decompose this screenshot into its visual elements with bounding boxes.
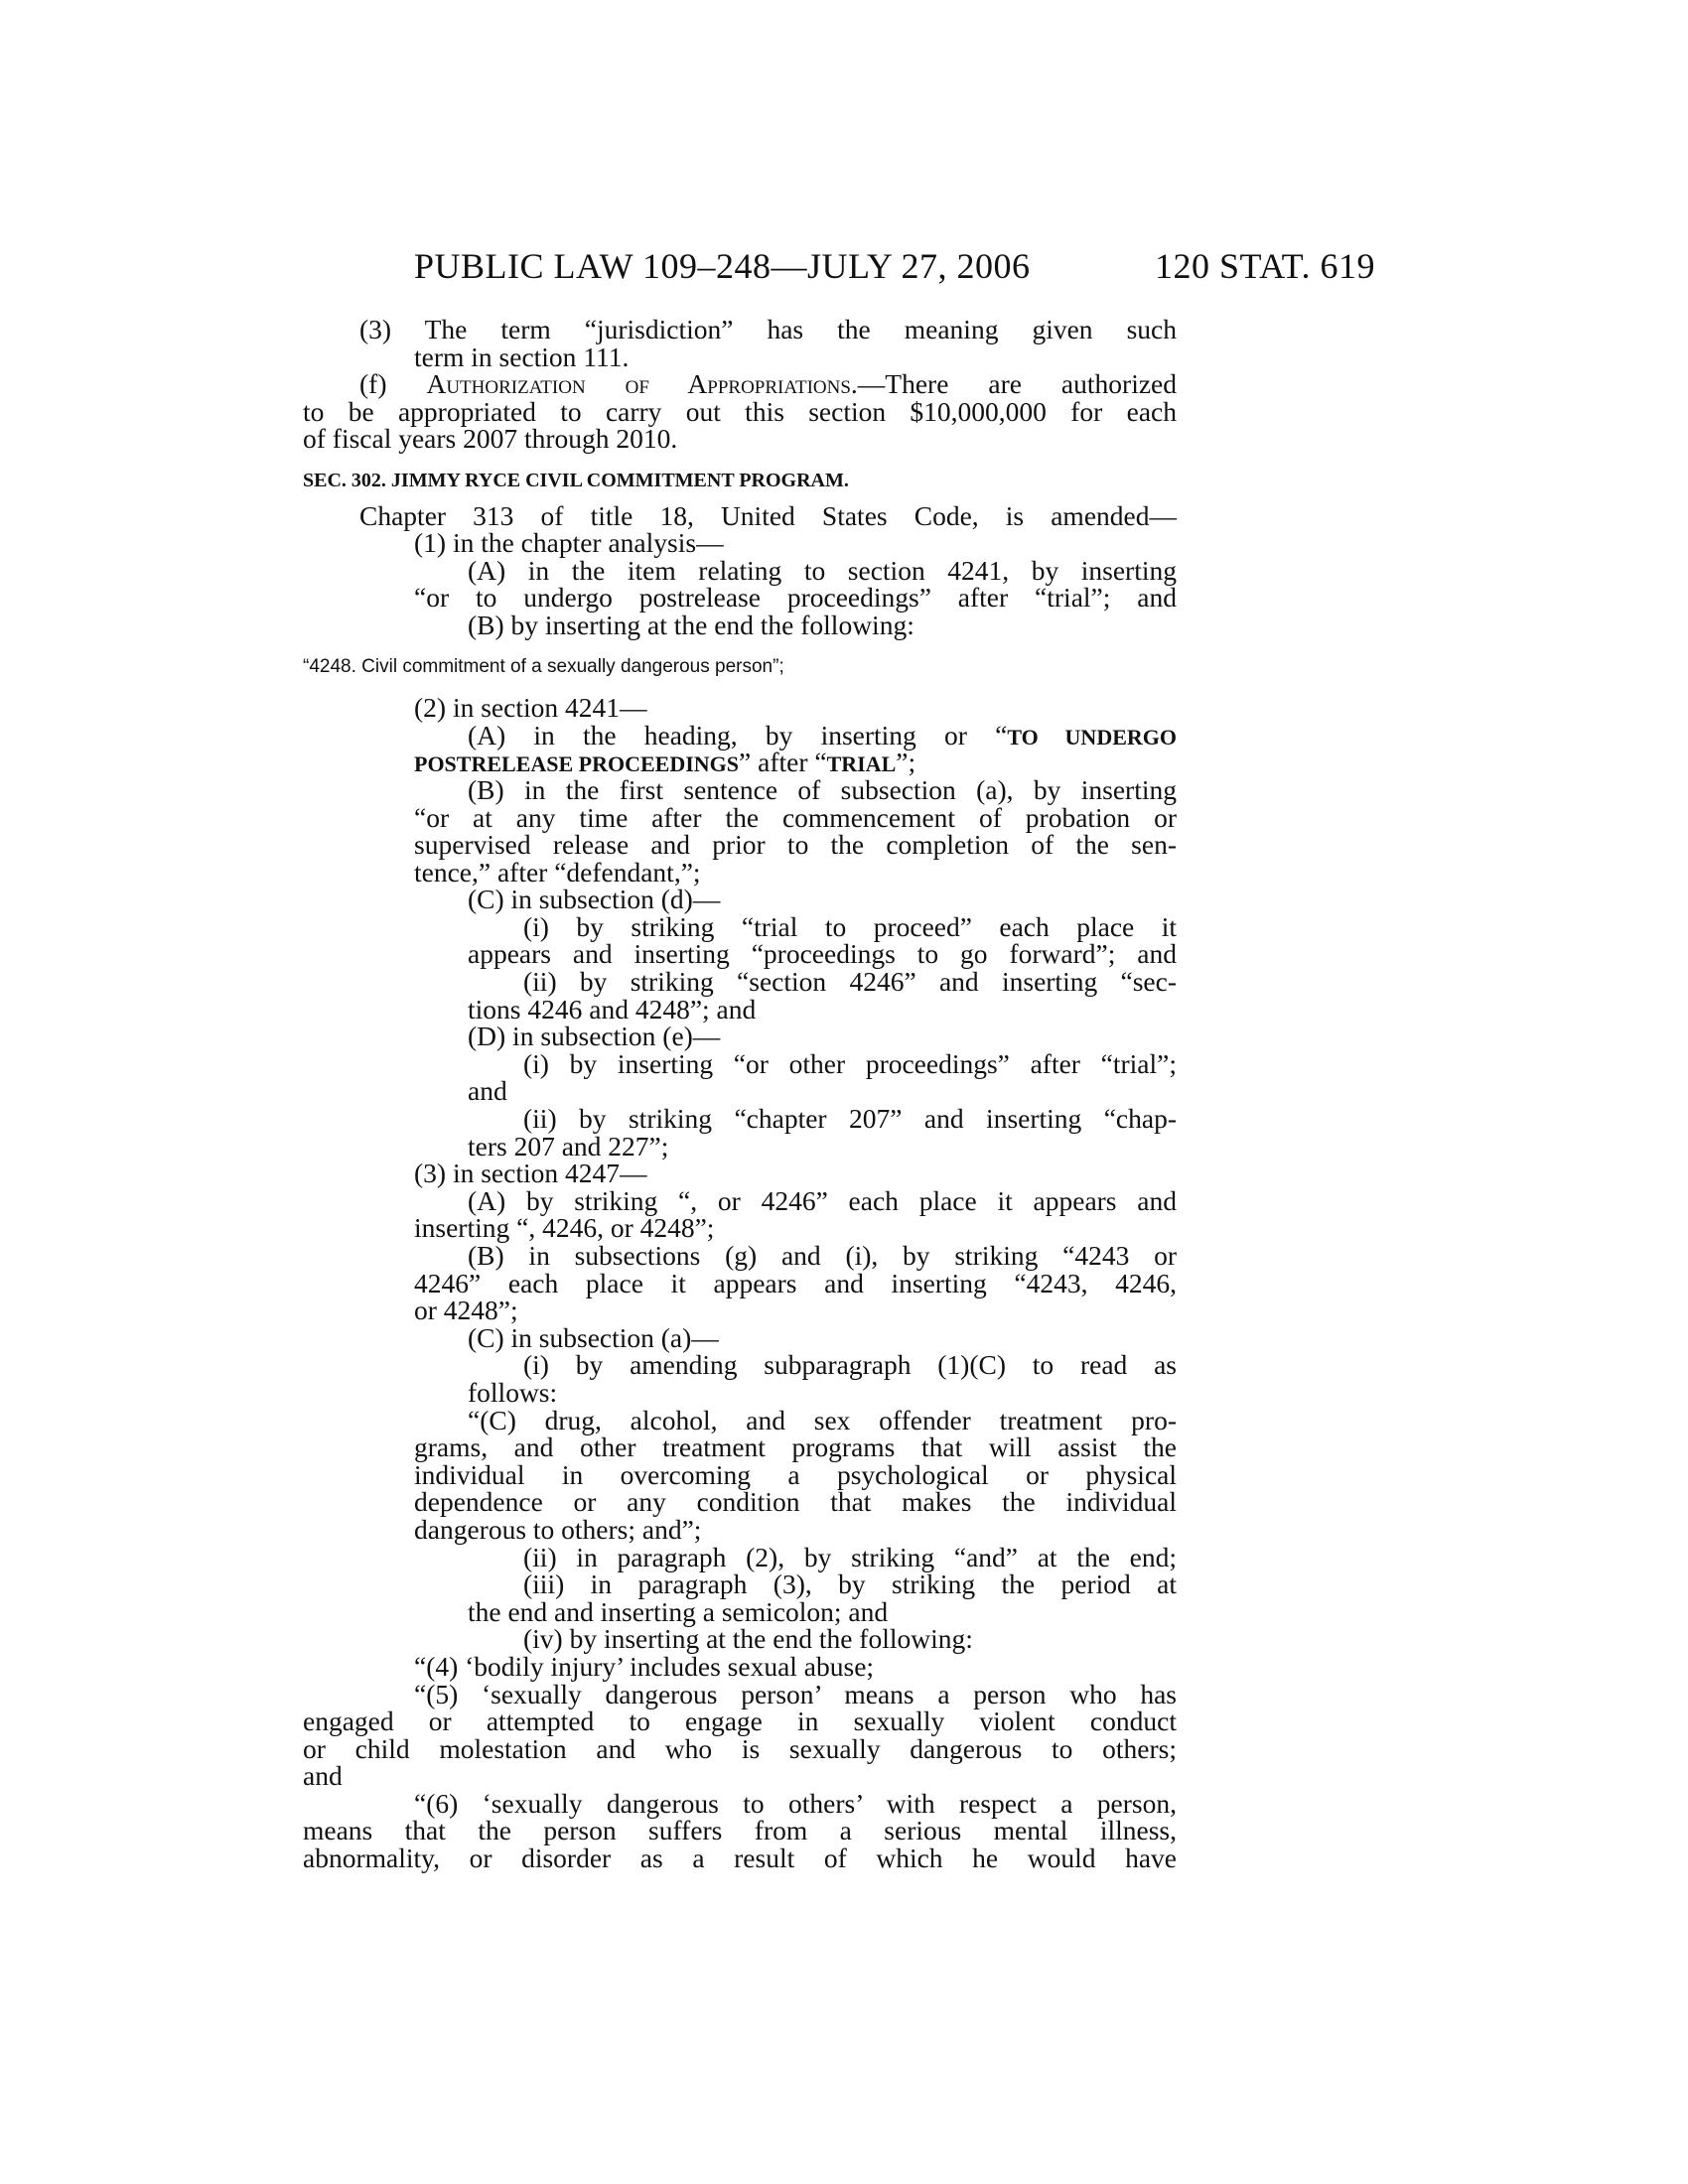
text-line: inserting “, 4246, or 4248”; (414, 1212, 715, 1244)
quoted-text-line: “(6) ‘sexually dangerous to others’ with respect a person, (414, 1787, 1177, 1819)
text-line: the end and inserting a semicolon; and (468, 1595, 889, 1627)
text-line: of fiscal years 2007 through 2010. (303, 423, 678, 455)
text-line: (C) in subsection (d)— (468, 884, 721, 915)
text-line: (i) by striking “trial to proceed” each place it (523, 910, 1177, 942)
text-line: (A) by striking “, or 4246” each place it appears and (468, 1184, 1177, 1216)
text-line: (ii) by striking “chapter 207” and inserting “chap- (523, 1103, 1177, 1135)
text-line: (iv) by inserting at the end the following: (523, 1623, 973, 1655)
text-fragment: (A) in the heading, by inserting or “ (468, 719, 1008, 751)
text-line: (i) by inserting “or other proceedings” after “trial”; (523, 1047, 1177, 1079)
text-line: (2) in section 4241— (414, 692, 647, 724)
text-line: (iii) in paragraph (3), by striking the period at (523, 1569, 1177, 1600)
heading-amendment-line (303, 749, 1177, 776)
text-line: tence,” after “defendant,”; (414, 856, 701, 887)
quoted-text-line: dependence or any condition that makes the individual (414, 1486, 1177, 1518)
text-line: supervised release and prior to the completion of the sen- (414, 829, 1177, 861)
quoted-text-line: “(C) drug, alcohol, and sex offender treatment pro- (468, 1404, 1177, 1435)
running-header-title: PUBLIC LAW 109–248—JULY 27, 2006 (414, 246, 1031, 286)
text-line: tions 4246 and 4248”; and (468, 993, 757, 1024)
text-line: (A) in the item relating to section 4241, by inserting (468, 554, 1177, 586)
quoted-text-line: individual in overcoming a psychological or physical (414, 1458, 1177, 1490)
inserted-heading-text: TO UNDERGO (1007, 724, 1177, 750)
quoted-text-line: engaged or attempted to engage in sexually violent conduct (303, 1706, 1177, 1737)
text-line: appears and inserting “proceedings to go forward”; and (468, 938, 1177, 970)
text-fragment: ”; (896, 747, 916, 778)
quoted-text-line: dangerous to others; and”; (414, 1513, 702, 1545)
text-line: term in section 111. (414, 341, 630, 372)
section-heading: SEC. 302. JIMMY RYCE CIVIL COMMITMENT PROGRAM. (303, 469, 849, 491)
document-body (303, 316, 1177, 1872)
text-fragment: .—There are authorized (850, 368, 1177, 400)
text-line: (C) in subsection (a)— (468, 1321, 719, 1353)
quoted-text-line: abnormality, or disorder as a result of which he would have (303, 1843, 1177, 1874)
text-line: (i) by amending subparagraph (1)(C) to read as (523, 1349, 1177, 1381)
text-line: ters 207 and 227”; (468, 1130, 669, 1161)
subsection-f-heading-line (303, 370, 1177, 398)
chapter-analysis-item: “4248. Civil commitment of a sexually dangerous person”; (303, 655, 784, 677)
quoted-text-line: “(4) ‘bodily injury’ includes sexual abuse; (414, 1650, 875, 1682)
heading-amendment-line (303, 719, 1177, 751)
page-stat-number: 120 STAT. 619 (1155, 246, 1375, 286)
text-line: (B) in the first sentence of subsection (a), by inserting (468, 773, 1177, 805)
heading-word: TRIAL (826, 751, 897, 777)
subsection-caption: Authorization of Appropriations (426, 368, 851, 400)
text-line: Chapter 313 of title 18, United States Code, is amended— (359, 499, 1177, 531)
text-line: (3) The term “jurisdiction” has the meaning given such (359, 314, 1177, 344)
text-line: (D) in subsection (e)— (468, 1021, 721, 1052)
text-fragment: ” after “ (739, 747, 827, 778)
text-line: “or at any time after the commencement of probation or (414, 801, 1177, 833)
quoted-text-line: means that the person suffers from a serious mental illness, (303, 1815, 1177, 1846)
text-line: and (468, 1075, 507, 1107)
quoted-text-line: and (303, 1760, 343, 1792)
text-line: follows: (468, 1376, 558, 1408)
inserted-heading-text: POSTRELEASE PROCEEDINGS (414, 751, 740, 777)
text-line: (3) in section 4247— (414, 1158, 647, 1189)
quoted-text-line: “(5) ‘sexually dangerous person’ means a person who has (414, 1678, 1177, 1709)
quoted-text-line: grams, and other treatment programs that will assist the (414, 1432, 1177, 1463)
text-line: to be appropriated to carry out this section $10,000,000 for each (303, 395, 1177, 427)
text-line: (B) in subsections (g) and (i), by striking “4243 or (468, 1240, 1177, 1271)
text-line: or 4248”; (414, 1295, 518, 1326)
text-line: (ii) by striking “section 4246” and inserting “sec- (523, 966, 1177, 998)
text-line: (1) in the chapter analysis— (414, 527, 724, 559)
text-line: “or to undergo postrelease proceedings” after “trial”; and (414, 582, 1177, 614)
text-fragment: (f) (359, 368, 427, 400)
text-line: 4246” each place it appears and inserting “4243, 4246, (414, 1267, 1177, 1298)
quoted-text-line: or child molestation and who is sexually dangerous to others; (303, 1732, 1177, 1764)
text-line: (B) by inserting at the end the following: (468, 609, 914, 640)
text-line: (ii) in paragraph (2), by striking “and” at the end; (523, 1541, 1177, 1572)
